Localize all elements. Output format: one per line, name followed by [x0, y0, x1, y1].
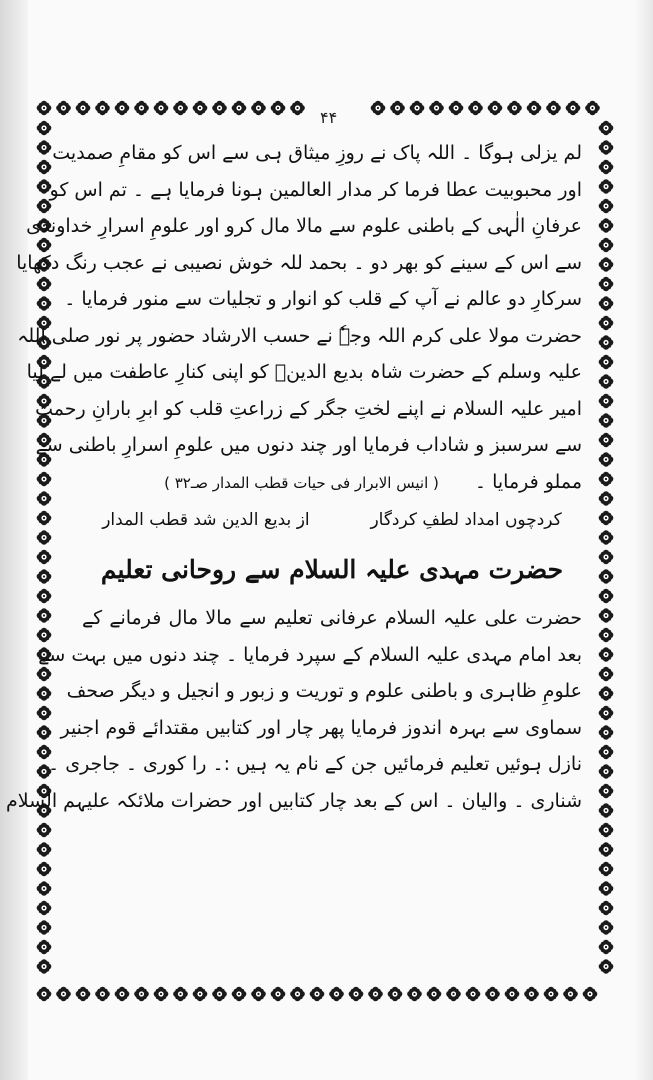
verse-left-hemistich: از بدیع الدین شد قطب المدار	[102, 510, 310, 530]
flower-ornament	[173, 987, 188, 1002]
flower-ornament	[468, 101, 483, 116]
flower-ornament	[599, 940, 614, 955]
flower-ornament	[599, 433, 614, 448]
paragraph2-line: شناری ۔ والیان ۔ اس کے بعد چار کتابیں اور حضرات ملائکہ علیہم السلام	[5, 789, 582, 812]
flower-ornament	[599, 589, 614, 604]
flower-ornament	[599, 881, 614, 896]
flower-ornament	[232, 101, 247, 116]
flower-ornament	[134, 101, 149, 116]
paragraph1-line: علیہ وسلم کے حضرت شاہ بدیع الدینؒ کو اپنی کنارِ عاطفت میں لے لیا	[26, 361, 582, 383]
flower-ornament	[37, 725, 52, 740]
paragraph1-line: سے اس کے سینے کو بھر دو ۔ بحمد للہ خوش نصیبی نے عجب رنگ دکھایا	[16, 251, 582, 274]
flower-ornament	[56, 987, 71, 1002]
flower-ornament	[599, 959, 614, 974]
flower-ornament	[193, 101, 208, 116]
flower-ornament	[37, 987, 52, 1002]
flower-ornament	[446, 987, 461, 1002]
flower-ornament	[154, 987, 169, 1002]
flower-ornament	[37, 550, 52, 565]
flower-ornament	[599, 764, 614, 779]
flower-ornament	[563, 987, 578, 1002]
flower-ornament	[37, 706, 52, 721]
flower-ornament	[599, 667, 614, 682]
flower-ornament	[37, 959, 52, 974]
flower-ornament	[583, 987, 598, 1002]
flower-ornament	[599, 335, 614, 350]
flower-ornament	[271, 987, 286, 1002]
flower-ornament	[599, 394, 614, 409]
flower-ornament	[599, 608, 614, 623]
flower-ornament	[599, 472, 614, 487]
flower-ornament	[599, 452, 614, 467]
flower-ornament	[599, 550, 614, 565]
paragraph2-line: حضرت علی علیہ السلام عرفانی تعلیم سے مالا مال فرمانے کے	[82, 607, 582, 629]
flower-ornament	[599, 316, 614, 331]
flower-ornament	[527, 101, 542, 116]
flower-ornament	[271, 101, 286, 116]
flower-ornament	[566, 101, 581, 116]
flower-ornament	[485, 987, 500, 1002]
flower-ornament	[599, 238, 614, 253]
flower-ornament	[37, 101, 52, 116]
flower-ornament	[329, 987, 344, 1002]
flower-ornament	[95, 987, 110, 1002]
paragraph2-line: بعد امام مہدی علیہ السلام کے سپرد فرمایا ۔ چند دنوں میں بہت سے	[38, 643, 582, 666]
flower-ornament	[37, 842, 52, 857]
flower-ornament	[429, 101, 444, 116]
flower-ornament	[349, 987, 364, 1002]
flower-ornament	[37, 296, 52, 311]
flower-ornament	[410, 101, 425, 116]
flower-ornament	[37, 920, 52, 935]
flower-ornament	[599, 413, 614, 428]
flower-ornament	[37, 881, 52, 896]
flower-ornament	[599, 862, 614, 877]
flower-ornament	[232, 987, 247, 1002]
flower-ornament	[599, 491, 614, 506]
border-top-row	[37, 101, 600, 116]
flower-ornament	[37, 862, 52, 877]
paragraph2-line: سماوی سے بہرہ اندوز فرمایا پھر چار اور کتابیں مقتدائے قوم اجنیر	[60, 716, 582, 739]
flower-ornament	[37, 472, 52, 487]
flower-ornament	[599, 511, 614, 526]
paragraph1-line: سے سرسبز و شاداب فرمایا اور چند دنوں میں علومِ اسرارِ باطنی سے	[35, 434, 582, 456]
flower-ornament	[193, 987, 208, 1002]
flower-ornament	[524, 987, 539, 1002]
flower-ornament	[37, 530, 52, 545]
flower-ornament	[599, 920, 614, 935]
persian-verse	[82, 500, 582, 540]
flower-ornament	[599, 160, 614, 175]
flower-ornament	[599, 647, 614, 662]
flower-ornament	[507, 101, 522, 116]
main-text	[5, 135, 582, 819]
flower-ornament	[599, 706, 614, 721]
paragraph1-line: اور محبوبیت عطا فرما کر مدار العالمین ہونا فرمایا ہے ۔ تم اس کو	[49, 178, 582, 201]
flower-ornament	[599, 140, 614, 155]
flower-ornament	[505, 987, 520, 1002]
flower-ornament	[546, 101, 561, 116]
flower-ornament	[599, 199, 614, 214]
flower-ornament	[251, 101, 266, 116]
flower-ornament	[212, 987, 227, 1002]
paragraph1-line: امیر علیہ السلام نے اپنے لختِ جگر کے زراعتِ قلب کو ابرِ بارانِ رحمت	[35, 397, 582, 420]
paragraph1-last-text: مملو فرمایا ۔	[474, 470, 582, 493]
flower-ornament	[37, 511, 52, 526]
flower-ornament	[599, 686, 614, 701]
flower-ornament	[544, 987, 559, 1002]
section-heading: حضرت مہدی علیہ السلام سے روحانی تعلیم	[100, 555, 564, 584]
flower-ornament	[95, 101, 110, 116]
border-bottom-row	[37, 987, 598, 1002]
border-right-column	[599, 121, 614, 974]
paragraph1-line: عرفانِ الٰہی کے باطنی علوم سے مالا مال کرو اور علومِ اسرارِ خداوندی	[26, 215, 582, 237]
flower-ornament	[407, 987, 422, 1002]
page-number: ۴۴	[320, 108, 338, 127]
flower-ornament	[37, 589, 52, 604]
flower-ornament	[599, 257, 614, 272]
flower-ornament	[37, 940, 52, 955]
flower-ornament	[599, 823, 614, 838]
flower-ornament	[56, 101, 71, 116]
flower-ornament	[134, 987, 149, 1002]
flower-ornament	[37, 686, 52, 701]
flower-ornament	[251, 987, 266, 1002]
flower-ornament	[599, 530, 614, 545]
paragraph1-line: لم یزلی ہوگا ۔ اللہ پاک نے روزِ میثاق ہی سے اس کو مقامِ صمدیت	[52, 142, 582, 164]
verse-right-hemistich: کردچوں امداد لطفِ کردگار	[370, 510, 562, 530]
reference-citation: ( انیس الابرار فی حیات قطب المدار صـ۳۲ )	[164, 473, 439, 492]
flower-ornament	[371, 101, 386, 116]
flower-ornament	[599, 725, 614, 740]
paragraph1-line: حضرت مولا علی کرم اللہ وجہٗ نے حسب الارشاد حضور پر نور صلی اللہ	[17, 324, 582, 347]
flower-ornament	[449, 101, 464, 116]
flower-ornament	[37, 901, 52, 916]
flower-ornament	[599, 121, 614, 136]
flower-ornament	[37, 140, 52, 155]
flower-ornament	[37, 823, 52, 838]
flower-ornament	[599, 628, 614, 643]
flower-ornament	[599, 901, 614, 916]
flower-ornament	[290, 101, 305, 116]
flower-ornament	[37, 121, 52, 136]
flower-ornament	[115, 101, 130, 116]
flower-ornament	[212, 101, 227, 116]
flower-ornament	[599, 569, 614, 584]
paragraph2-line: علومِ ظاہری و باطنی علوم و توریت و زبور و انجیل و دیگر صحف	[66, 680, 582, 702]
flower-ornament	[599, 179, 614, 194]
flower-ornament	[154, 101, 169, 116]
flower-ornament	[388, 987, 403, 1002]
flower-ornament	[37, 491, 52, 506]
paragraph1-line: سرکارِ دو عالم نے آپ کے قلب کو انوار و تجلیات سے منور فرمایا ۔	[64, 288, 582, 310]
flower-ornament	[599, 374, 614, 389]
flower-ornament	[488, 101, 503, 116]
flower-ornament	[427, 987, 442, 1002]
flower-ornament	[599, 803, 614, 818]
flower-ornament	[466, 987, 481, 1002]
flower-ornament	[290, 987, 305, 1002]
flower-ornament	[599, 745, 614, 760]
flower-ornament	[599, 355, 614, 370]
flower-ornament	[599, 842, 614, 857]
flower-ornament	[599, 784, 614, 799]
flower-ornament	[310, 987, 325, 1002]
flower-ornament	[390, 101, 405, 116]
flower-ornament	[76, 987, 91, 1002]
flower-ornament	[37, 608, 52, 623]
flower-ornament	[173, 101, 188, 116]
flower-ornament	[115, 987, 130, 1002]
flower-ornament	[76, 101, 91, 116]
flower-ornament	[585, 101, 600, 116]
paragraph2-line: نازل ہوئیں تعلیم فرمائیں جن کے نام یہ ہیں :۔ را کوری ۔ جاجری ۔	[48, 753, 582, 775]
flower-ornament	[599, 296, 614, 311]
flower-ornament	[599, 277, 614, 292]
flower-ornament	[599, 218, 614, 233]
paragraph1-line	[82, 464, 582, 501]
flower-ornament	[37, 569, 52, 584]
flower-ornament	[368, 987, 383, 1002]
